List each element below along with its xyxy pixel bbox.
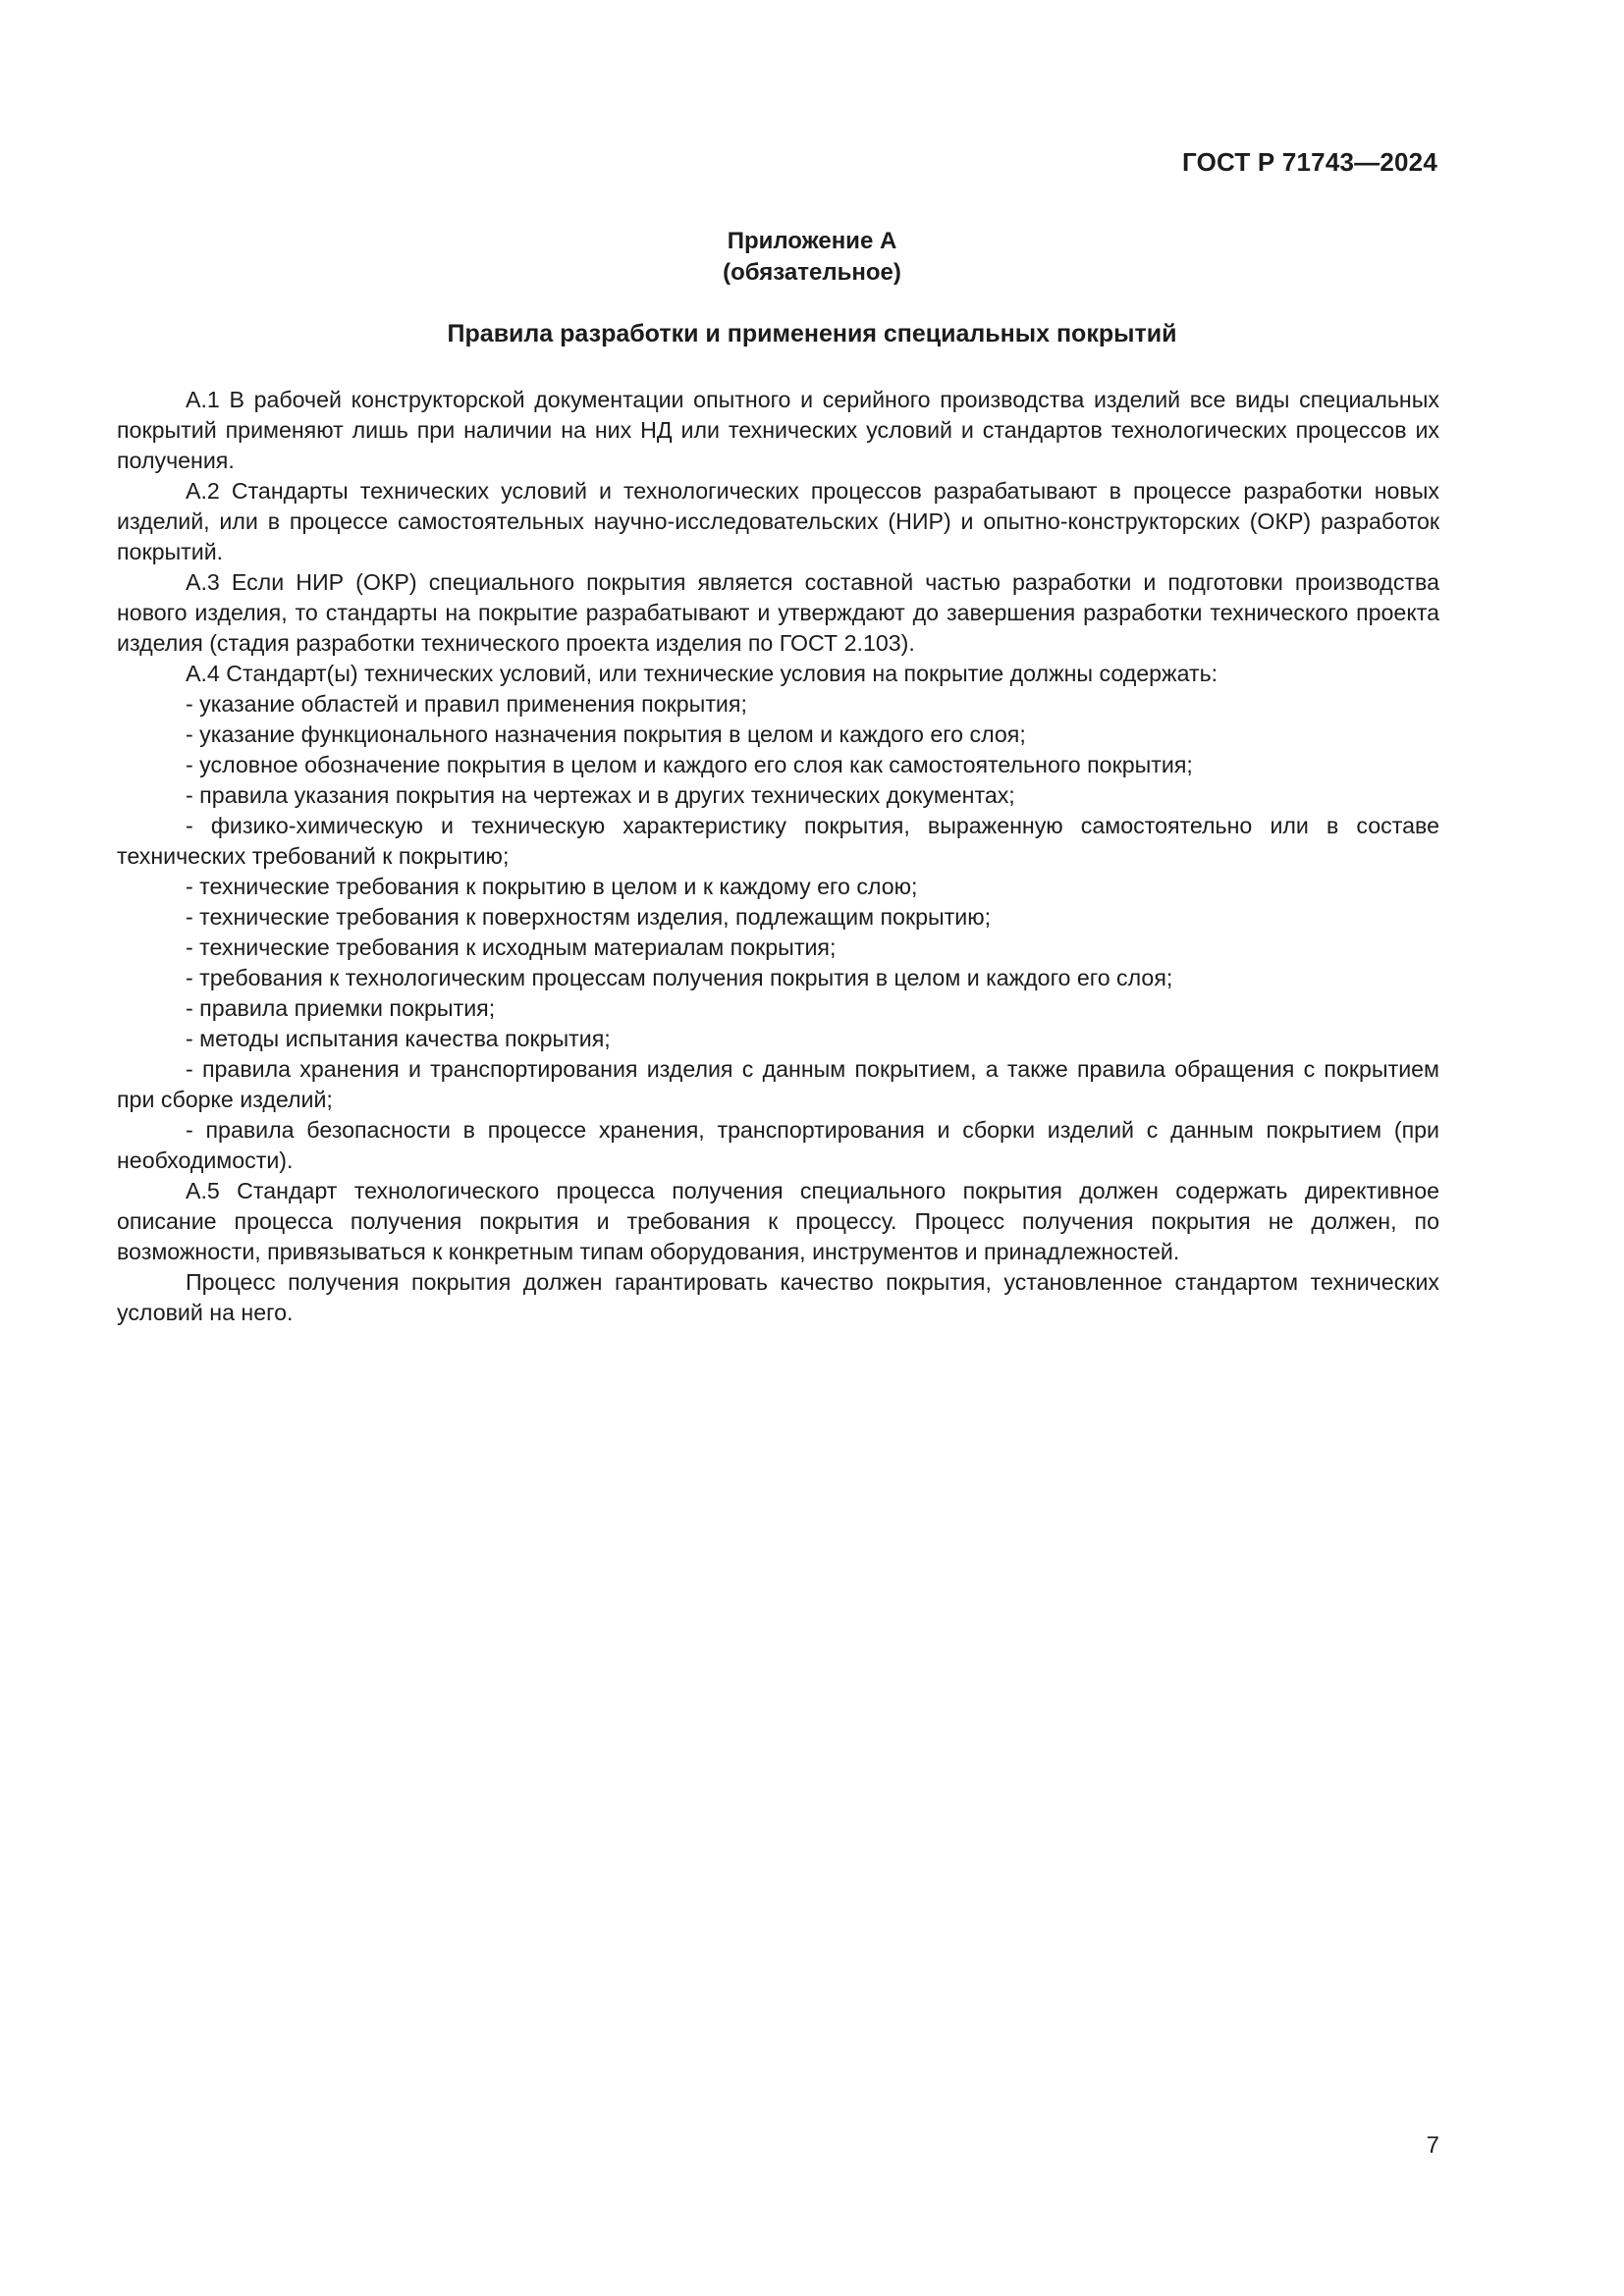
paragraph-a1: А.1 В рабочей конструкторской документации опытного и серийного производства изделий все виды специальных покрытий применяют лишь при наличии на них НД или технических условий и стандартов технологических процессов их получения.: [117, 387, 1439, 473]
paragraph-a4: А.4 Стандарт(ы) технических условий, или технические условия на покрытие должны содержать:: [186, 661, 1218, 686]
page-number: 7: [1426, 2132, 1439, 2159]
list-item: - технические требования к исходным материалам покрытия;: [186, 934, 837, 960]
appendix-title: Приложение А: [727, 228, 897, 254]
appendix-heading: [0, 226, 1624, 289]
appendix-status: (обязательное): [723, 259, 901, 286]
list-item: - технические требования к покрытию в целом и к каждому его слою;: [186, 874, 918, 899]
list-item: - указание областей и правил применения покрытия;: [186, 691, 747, 717]
document-code: ГОСТ Р 71743—2024: [1182, 147, 1437, 177]
list-item: - требования к технологическим процессам получения покрытия в целом и каждого его слоя;: [186, 965, 1173, 990]
paragraph-process: Процесс получения покрытия должен гарантировать качество покрытия, установленное стандартом технических условий на него.: [117, 1269, 1439, 1325]
list-item: - правила хранения и транспортирования изделия с данным покрытием, а также правила обращения с покрытием при сборке изделий;: [117, 1056, 1439, 1112]
section-title: Правила разработки и применения специальных покрытий: [447, 320, 1177, 347]
list-item: - правила приемки покрытия;: [186, 995, 496, 1021]
paragraph-a5: А.5 Стандарт технологического процесса получения специального покрытия должен содержать директивное описание процесса получения покрытия и требования к процессу. Процесс получения покрытия не должен, по возможности, привязываться к конкретным типам оборудования, инструментов и принадлежностей.: [117, 1178, 1439, 1264]
list-item: - физико-химическую и техническую характеристику покрытия, выраженную самостоятельно или в составе технических требований к покрытию;: [117, 813, 1439, 869]
list-item: - методы испытания качества покрытия;: [186, 1026, 611, 1051]
paragraph-a3: А.3 Если НИР (ОКР) специального покрытия является составной частью разработки и подготовки производства нового изделия, то стандарты на покрытие разрабатывают и утверждают до завершения разработки технического проекта изделия (стадия разработки технического проекта изделия по ГОСТ 2.103).: [117, 569, 1439, 656]
document-body: [117, 385, 1439, 1328]
list-item: - правила безопасности в процессе хранения, транспортирования и сборки изделий с данным покрытием (при необходимости).: [117, 1117, 1439, 1173]
list-item: - технические требования к поверхностям изделия, подлежащим покрытию;: [186, 904, 992, 930]
list-item: - правила указания покрытия на чертежах и в других технических документах;: [186, 782, 1015, 808]
paragraph-a2: А.2 Стандарты технических условий и технологических процессов разрабатывают в процессе разработки новых изделий, или в процессе самостоятельных научно-исследовательских (НИР) и опытно-конструкторских (ОКР) разработок покрытий.: [117, 478, 1439, 564]
list-item: - условное обозначение покрытия в целом и каждого его слоя как самостоятельного покрытия;: [186, 752, 1193, 777]
list-item: - указание функционального назначения покрытия в целом и каждого его слоя;: [186, 721, 1026, 747]
